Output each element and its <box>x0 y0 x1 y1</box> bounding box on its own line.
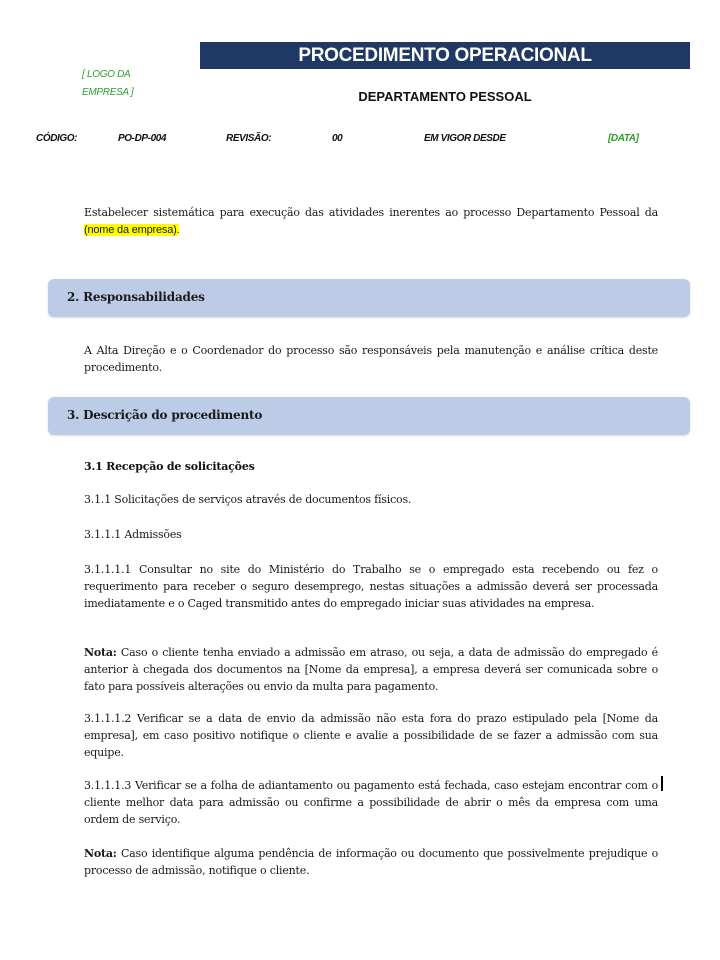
effective-label: EM VIGOR DESDE <box>424 133 506 144</box>
objective-paragraph <box>84 204 658 239</box>
section-responsabilidades <box>48 279 690 317</box>
code-value: PO-DP-004 <box>118 133 167 144</box>
item-3-1-1-1: 3.1.1.1 Admissões <box>84 528 182 541</box>
nota-label: Nota: <box>84 847 117 860</box>
item-3-1-1-1-3: 3.1.1.1.3 Verificar se a folha de adiantamento ou pagamento está fechada, caso estejam encontrar com o cliente melhor data para admissão ou confirme a possibilidade de abrir o mês da empresa com uma ordem de serviço. <box>84 779 658 826</box>
nota-label: Nota: <box>84 646 117 659</box>
nota-2 <box>84 845 658 879</box>
nota-1 <box>84 644 658 695</box>
department-name: DEPARTAMENTO PESSOAL <box>358 89 532 104</box>
nota-text: Caso o cliente tenha enviado a admissão em atraso, ou seja, a data de admissão do empregado é anterior à chegada dos documentos na [Nome da empresa], a empresa deverá ser comunicada sobre o fato para possíveis alterações ou envio da multa para pagamento. <box>84 646 658 693</box>
objective-text: Estabelecer sistemática para execução das atividades inerentes ao processo Departamento Pessoal da <box>84 206 658 219</box>
section-title: 3. Descrição do procedimento <box>67 408 263 422</box>
subsection-title: 3.1 Recepção de solicitações <box>84 460 255 473</box>
section-title: 2. Responsabilidades <box>67 290 205 304</box>
document-title: PROCEDIMENTO OPERACIONAL <box>200 42 690 69</box>
text-cursor <box>661 776 663 791</box>
item-3-1-1: 3.1.1 Solicitações de serviços através de documentos físicos. <box>84 493 412 506</box>
revision-value: 00 <box>332 133 343 144</box>
company-name-highlight: (nome da empresa). <box>84 224 180 236</box>
item-3-1-1-1-1: 3.1.1.1.1 Consultar no site do Ministério do Trabalho se o empregado esta recebendo ou fez o requerimento para receber o seguro desemprego, nestas situações a admissão deverá ser processada imediatamente e o Caged transmitido antes do empregado iniciar suas atividades na empresa. <box>84 563 658 610</box>
nota-text: Caso identifique alguma pendência de informação ou documento que possivelmente prejudique o processo de admissão, notifique o cliente. <box>84 847 658 877</box>
revision-label: REVISÃO: <box>226 133 272 144</box>
item-3-1-1-1-2: 3.1.1.1.2 Verificar se a data de envio da admissão não esta fora do prazo estipulado pela [Nome da empresa], em caso positivo notifique o cliente e avalie a possibilidade de se fazer a admissão com sua equipe. <box>84 712 658 759</box>
code-label: CÓDIGO: <box>36 133 78 144</box>
responsabilidades-paragraph: A Alta Direção e o Coordenador do processo são responsáveis pela manutenção e análise crítica deste procedimento. <box>84 344 658 374</box>
section-descricao <box>48 397 690 435</box>
effective-date-placeholder: [DATA] <box>608 133 639 144</box>
logo-placeholder: [ LOGO DA EMPRESA ] <box>82 69 134 98</box>
